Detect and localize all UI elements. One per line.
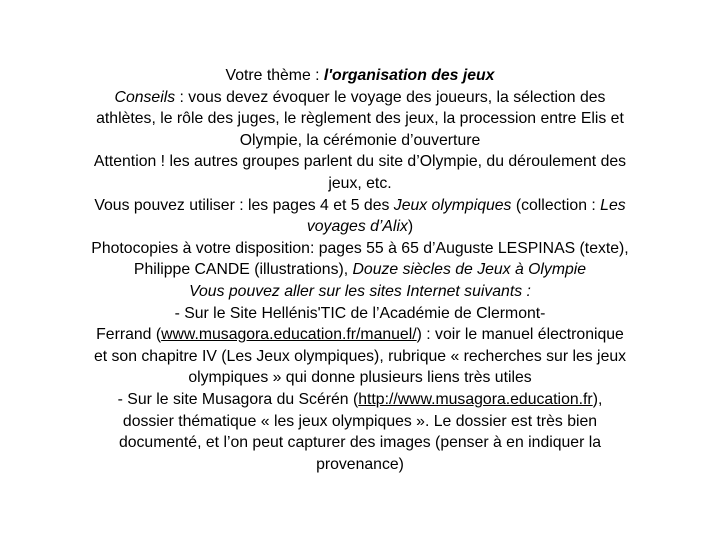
theme-label: Votre thème :	[225, 67, 324, 84]
site2-line-4: provenance)	[316, 455, 404, 473]
site1-suffix: ) : voir le manuel électronique	[416, 326, 624, 344]
utiliser-collection-1: Les	[600, 196, 626, 214]
utiliser-suffix: )	[407, 218, 414, 236]
theme-line	[40, 65, 680, 87]
site2-suffix: ),	[592, 390, 603, 408]
site2-line-2: dossier thématique « les jeux olympiques ». Le dossier est très bien	[122, 412, 598, 430]
utiliser-mid: (collection :	[511, 196, 601, 214]
site1-line-2	[40, 324, 680, 346]
photocopies-prefix: Philippe CANDE (illustrations),	[133, 261, 353, 279]
site1-line-4: olympiques » qui donne plusieurs liens très utiles	[188, 369, 532, 387]
conseils-line-1	[40, 87, 680, 109]
site2-line-1	[40, 389, 680, 411]
site1-line-3: et son chapitre IV (Les Jeux olympiques), rubrique « recherches sur les jeux	[93, 347, 627, 365]
theme-value: l'organisation des jeux	[323, 67, 495, 84]
photocopies-line-1: Photocopies à votre disposition: pages 55 à 65 d’Auguste LESPINAS (texte),	[91, 239, 629, 257]
utiliser-book-title: Jeux olympiques	[393, 196, 512, 214]
conseils-line-2: athlètes, le rôle des juges, le règlement des jeux, la procession entre Elis et	[96, 110, 624, 128]
attention-line-1: Attention ! les autres groupes parlent du site d’Olympie, du déroulement des	[93, 153, 627, 171]
photocopies-line-2	[40, 259, 680, 281]
internet-heading: Vous pouvez aller sur les sites Internet suivants :	[189, 282, 531, 300]
conseils-text-1: : vous devez évoquer le voyage des joueurs, la sélection des	[175, 88, 606, 106]
site2-prefix: - Sur le site Musagora du Scérén (	[117, 390, 359, 408]
site1-line-1: - Sur le Site Hellénis'TIC de l’Académie de Clermont-	[174, 304, 546, 322]
utiliser-line-2	[40, 216, 680, 238]
conseils-line-3: Olympie, la cérémonie d’ouverture	[239, 131, 481, 149]
photocopies-book-title: Douze siècles de Jeux à Olympie	[352, 261, 587, 279]
conseils-label: Conseils	[114, 88, 176, 106]
attention-line-2: jeux, etc.	[328, 174, 392, 192]
site2-line-3: documenté, et l’on peut capturer des images (penser à en indiquer la	[118, 434, 602, 452]
slide-body	[40, 65, 680, 475]
utiliser-collection-2: voyages d’Alix	[306, 218, 408, 236]
site1-link[interactable]: www.musagora.education.fr/manuel/	[161, 326, 417, 344]
site2-link[interactable]: http://www.musagora.education.fr	[358, 390, 593, 408]
utiliser-prefix: Vous pouvez utiliser : les pages 4 et 5 des	[94, 196, 394, 214]
utiliser-line-1	[40, 195, 680, 217]
site1-prefix: Ferrand (	[96, 326, 162, 344]
